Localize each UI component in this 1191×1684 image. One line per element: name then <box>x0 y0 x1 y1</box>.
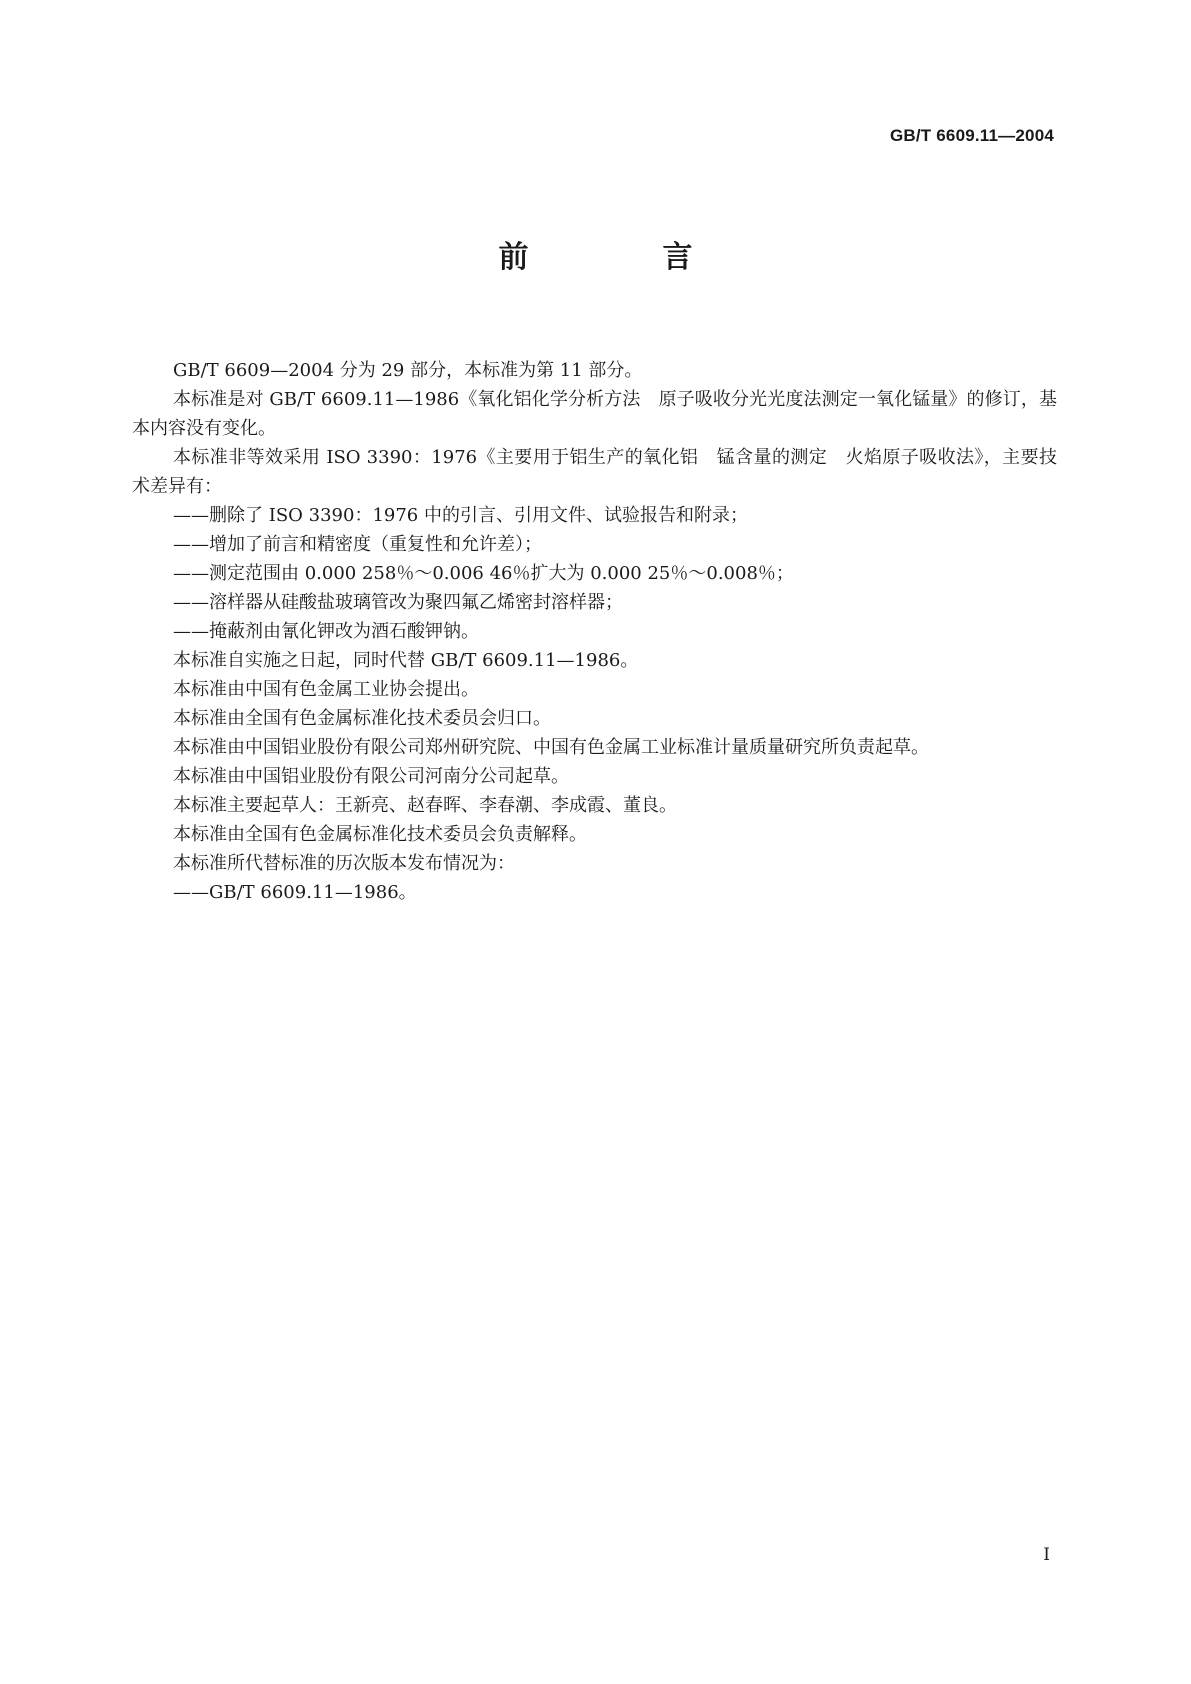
page-title: 前 言 <box>498 240 745 275</box>
list-item-difference-4: ——溶样器从硅酸盐玻璃管改为聚四氟乙烯密封溶样器； <box>173 592 623 613</box>
paragraph-drafters: 本标准主要起草人：王新亮、赵春晖、李春潮、李成霞、董良。 <box>173 795 677 816</box>
list-item-history-1: ——GB/T 6609.11—1986。 <box>173 882 417 903</box>
paragraph-replacement: 本标准自实施之日起，同时代替 GB/T 6609.11—1986。 <box>173 650 639 671</box>
list-item-difference-5: ——掩蔽剂由氰化钾改为酒石酸钾钠。 <box>173 621 479 642</box>
list-item-difference-2: ——增加了前言和精密度（重复性和允许差）； <box>173 534 542 555</box>
page-number: I <box>1043 1545 1050 1565</box>
paragraph-drafting-responsible: 本标准由中国铝业股份有限公司郑州研究院、中国有色金属工业标准计量质量研究所负责起草。 <box>173 737 929 758</box>
paragraph-drafted-by: 本标准由中国铝业股份有限公司河南分公司起草。 <box>173 766 569 787</box>
paragraph-centralized-by: 本标准由全国有色金属标准化技术委员会归口。 <box>173 708 551 729</box>
list-item-difference-1: ——删除了 ISO 3390：1976 中的引言、引用文件、试验报告和附录； <box>173 505 748 526</box>
foreword-body <box>132 356 1057 907</box>
list-item-difference-3: ——测定范围由 0.000 258％～0.006 46％扩大为 0.000 25％～0.008％； <box>173 563 794 584</box>
paragraph-revision-note: 本标准是对 GB/T 6609.11—1986《氧化铝化学分析方法 原子吸收分光光度法测定一氧化锰量》的修订，基本内容没有变化。 <box>132 389 1057 439</box>
paragraph-iso-adoption: 本标准非等效采用 ISO 3390：1976《主要用于铝生产的氧化铝 锰含量的测定 火焰原子吸收法》，主要技术差异有： <box>132 447 1057 497</box>
paragraph-interpretation: 本标准由全国有色金属标准化技术委员会负责解释。 <box>173 824 587 845</box>
paragraph-history-intro: 本标准所代替标准的历次版本发布情况为： <box>173 853 515 874</box>
document-number-header: GB/T 6609.11—2004 <box>889 126 1054 145</box>
paragraph-parts-overview: GB/T 6609—2004 分为 29 部分，本标准为第 11 部分。 <box>173 360 643 381</box>
paragraph-proposed-by: 本标准由中国有色金属工业协会提出。 <box>173 679 479 700</box>
